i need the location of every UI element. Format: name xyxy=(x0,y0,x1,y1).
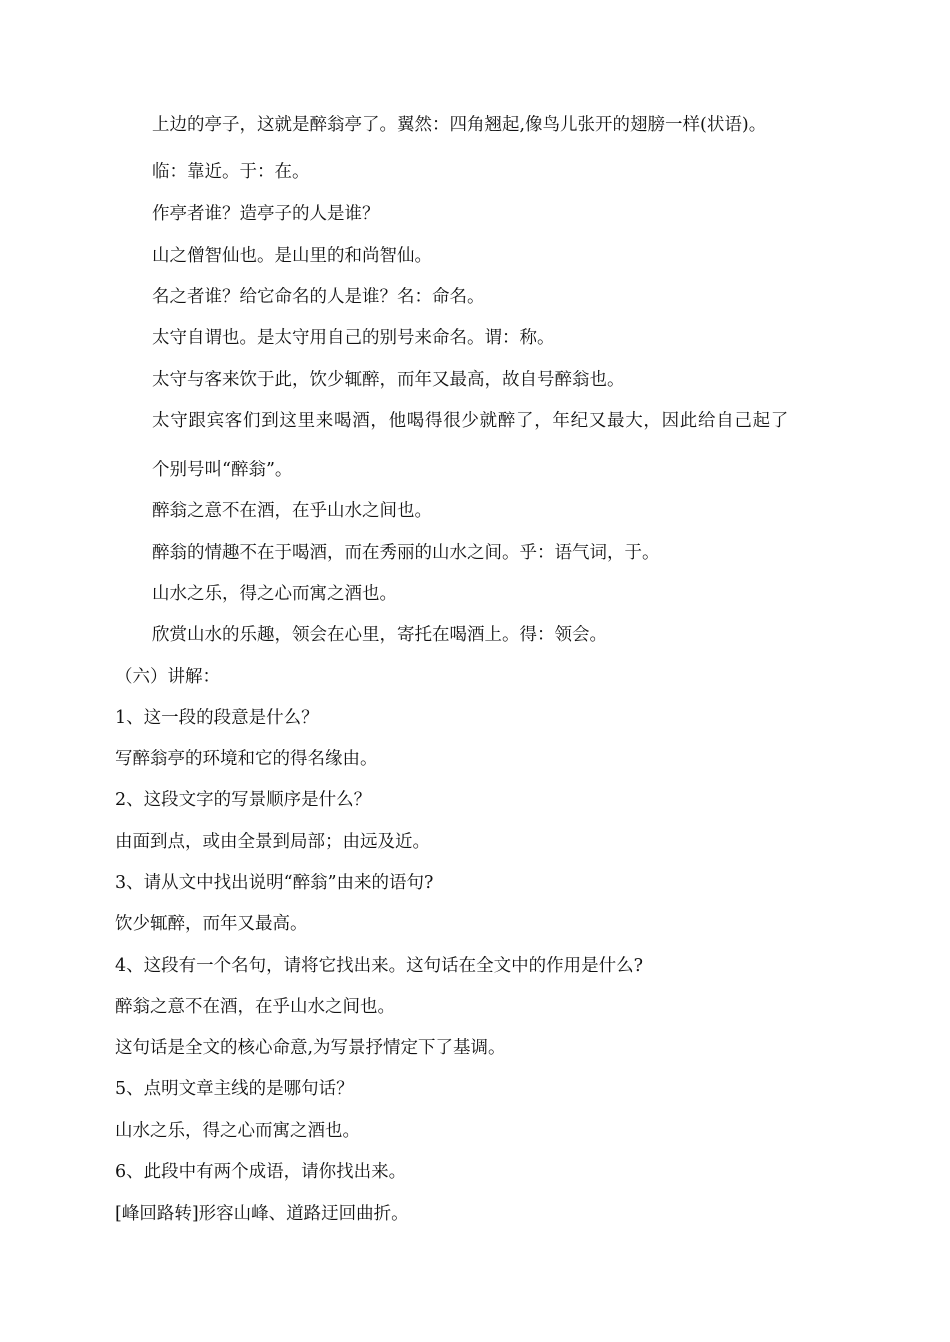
section-heading: （六）讲解： xyxy=(115,667,220,687)
question-line: 3、请从文中找出说明“醉翁”由来的语句? xyxy=(115,873,434,893)
text-line: 太守自谓也。是太守用自己的别号来命名。谓：称。 xyxy=(152,328,555,348)
answer-line: 由面到点，或由全景到局部；由远及近。 xyxy=(115,832,430,852)
text-line: 上边的亭子，这就是醉翁亭了。翼然：四角翘起,像鸟儿张开的翅膀一样(状语)。 xyxy=(152,115,767,135)
answer-line: 饮少辄醉，而年又最高。 xyxy=(115,914,308,934)
text-line: 醉翁的情趣不在于喝酒，而在秀丽的山水之间。乎：语气词，于。 xyxy=(152,543,660,563)
question-line: 1、这一段的段意是什么？ xyxy=(115,708,319,728)
text-line: 山之僧智仙也。是山里的和尚智仙。 xyxy=(152,246,432,266)
text-line: 临：靠近。于：在。 xyxy=(152,162,310,182)
text-line: 醉翁之意不在酒，在乎山水之间也。 xyxy=(152,501,432,521)
text-line: 个别号叫“醉翁”。 xyxy=(152,460,293,480)
question-line: 4、这段有一个名句，请将它找出来。这句话在全文中的作用是什么? xyxy=(115,956,644,976)
question-line: 2、这段文字的写景顺序是什么？ xyxy=(115,790,372,810)
answer-line: 醉翁之意不在酒，在乎山水之间也。 xyxy=(115,997,395,1017)
text-line: 作亭者谁？造亭子的人是谁？ xyxy=(152,204,380,224)
text-line: 山水之乐，得之心而寓之酒也。 xyxy=(152,584,397,604)
text-line: 太守与客来饮于此，饮少辄醉，而年又最高，故自号醉翁也。 xyxy=(152,370,625,390)
text-line: 欣赏山水的乐趣，领会在心里，寄托在喝酒上。得：领会。 xyxy=(152,625,607,645)
answer-line: 这句话是全文的核心命意,为写景抒情定下了基调。 xyxy=(115,1038,506,1058)
answer-line: 写醉翁亭的环境和它的得名缘由。 xyxy=(115,749,378,769)
question-line: 5、点明文章主线的是哪句话？ xyxy=(115,1079,354,1099)
answer-line: [峰回路转]形容山峰、道路迂回曲折。 xyxy=(115,1204,409,1224)
question-line: 6、此段中有两个成语，请你找出来。 xyxy=(115,1162,407,1182)
text-line: 太守跟宾客们到这里来喝酒，他喝得很少就醉了，年纪又最大，因此给自己起了 xyxy=(152,411,789,431)
answer-line: 山水之乐，得之心而寓之酒也。 xyxy=(115,1121,360,1141)
text-line: 名之者谁？给它命名的人是谁？名：命名。 xyxy=(152,287,485,307)
